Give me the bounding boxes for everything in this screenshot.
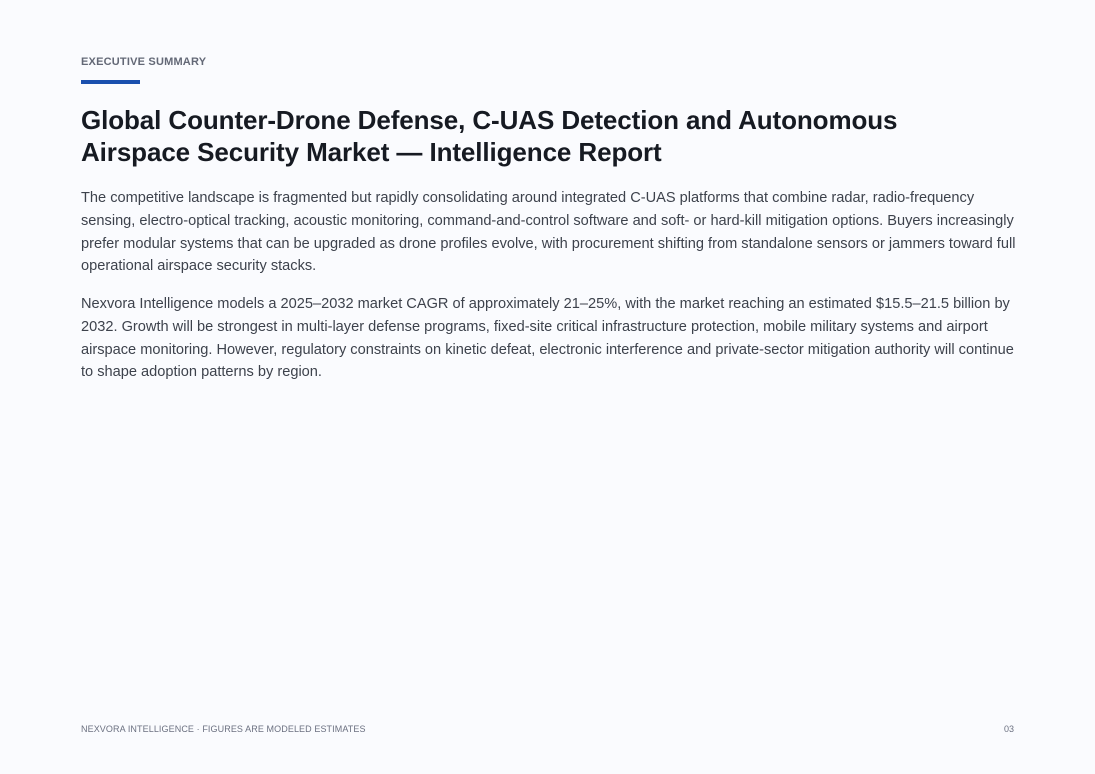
- page-number: 03: [1003, 724, 1014, 734]
- summary-paragraph-2: Nexvora Intelligence models a 2025–2032 market CAGR of approximately 21–25%, with the market reaching an estimated $15.5–21.5 billion by 2032. Growth will be strongest in multi-layer defense programs, fixed-site critical infrastructure protection, mobile military systems and airport airspace monitoring. However, regulatory constraints on kinetic defeat, electronic interference and private-sector mitigation authority will continue to shape adoption patterns by region.: [81, 296, 1014, 381]
- accent-bar: [81, 80, 140, 84]
- footer-source-note: NEXVORA INTELLIGENCE · FIGURES ARE MODELED ESTIMATES: [81, 724, 366, 734]
- page-title: Global Counter-Drone Defense, C-UAS Detection and Autonomous Airspace Security Market — Intelligence Report: [81, 105, 898, 167]
- section-label: EXECUTIVE SUMMARY: [81, 56, 207, 68]
- report-page: [81, 0, 1016, 774]
- summary-paragraph-1: The competitive landscape is fragmented but rapidly consolidating around integrated C-UAS platforms that combine radar, radio-frequency sensing, electro-optical tracking, acoustic monitoring, command-and-control software and soft- or hard-kill mitigation options. Buyers increasingly prefer modular systems that can be upgraded as drone profiles evolve, with procurement shifting from standalone sensors or jammers toward full operational airspace security stacks.: [81, 190, 1016, 275]
